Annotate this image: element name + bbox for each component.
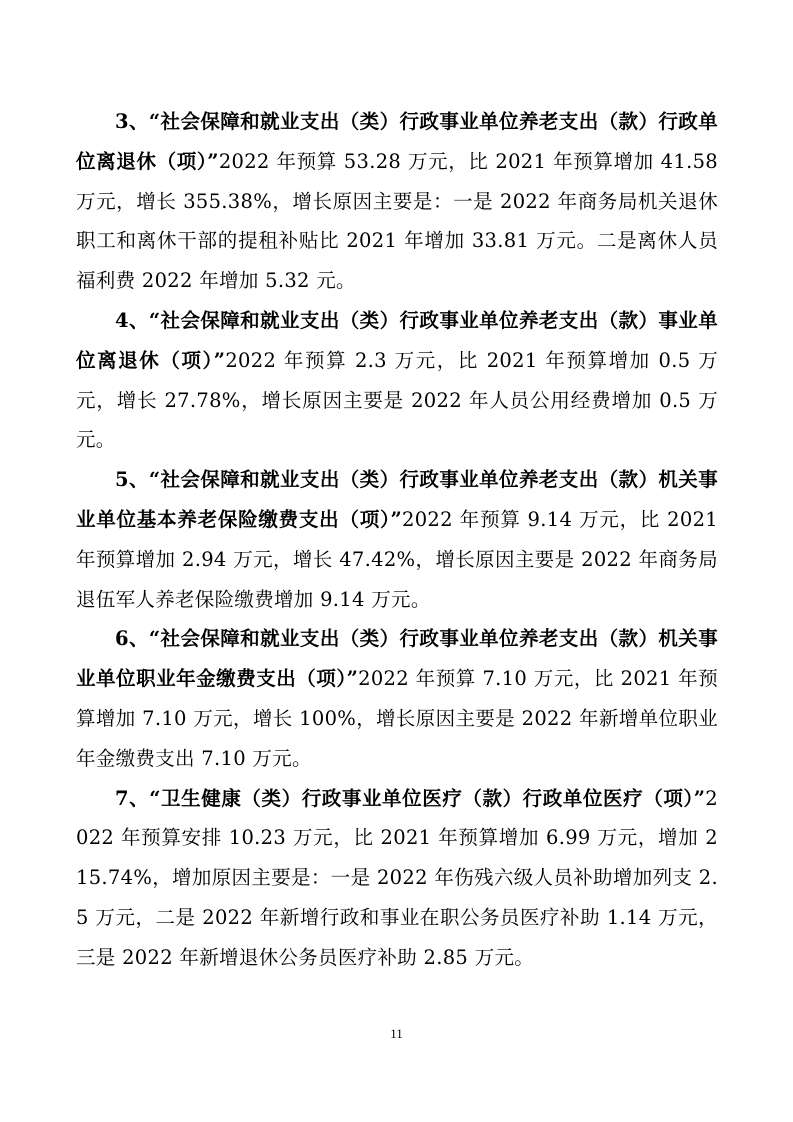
paragraph-item-6 (76, 619, 718, 778)
paragraph-heading: 7、“卫生健康（类）行政事业单位医疗（款）行政单位医疗（项）” (115, 786, 706, 810)
paragraph-body: 2022 年预算安排 10.23 万元，比 2021 年预算增加 6.99 万元，增加 215.74%，增加原因主要是：一是 2022 年伤残六级人员补助增加列支 2.5 万元，二是 2022 年新增行政和事业在职公务员医疗补助 1.14 万元，三是 2022 年新增退休公务员医疗补助 2.85 万元。 (76, 786, 718, 969)
paragraph-item-7 (76, 779, 718, 978)
paragraph-item-4 (76, 301, 718, 460)
paragraph-body: 2022 年预算 53.28 万元，比 2021 年预算增加 41.58 万元，增长 355.38%，增长原因主要是：一是 2022 年商务局机关退休职工和离休干部的提租补贴比 2021 年增加 33.81 万元。二是离休人员福利费 2022 年增加 5.32 元。 (76, 149, 718, 293)
paragraph-heading: 4、“社会保障和就业支出（类）行政事业单位养老支出（款）事业单位离退休（项）” (76, 308, 718, 372)
page-number: 11 (390, 1026, 403, 1041)
paragraph-item-5 (76, 460, 718, 619)
paragraph-body: 2022 年预算 2.3 万元，比 2021 年预算增加 0.5 万元，增长 27.78%，增长原因主要是 2022 年人员公用经费增加 0.5 万元。 (76, 348, 718, 452)
document-body (76, 102, 718, 978)
paragraph-item-3 (76, 102, 718, 301)
paragraph-heading: 6、“社会保障和就业支出（类）行政事业单位养老支出（款）机关事业单位职业年金缴费支出（项）” (76, 627, 718, 691)
paragraph-heading: 3、“社会保障和就业支出（类）行政事业单位养老支出（款）行政单位离退休（项）” (76, 110, 718, 173)
paragraph-body: 2022 年预算 9.14 万元，比 2021 年预算增加 2.94 万元，增长 47.42%，增长原因主要是 2022 年商务局退伍军人养老保险缴费增加 9.14 万元。 (76, 507, 718, 611)
paragraph-body: 2022 年预算 7.10 万元，比 2021 年预算增加 7.10 万元，增长 100%，增长原因主要是 2022 年新增单位职业年金缴费支出 7.10 万元。 (76, 667, 719, 770)
paragraph-heading: 5、“社会保障和就业支出（类）行政事业单位养老支出（款）机关事业单位基本养老保险缴费支出（项）” (76, 468, 718, 531)
